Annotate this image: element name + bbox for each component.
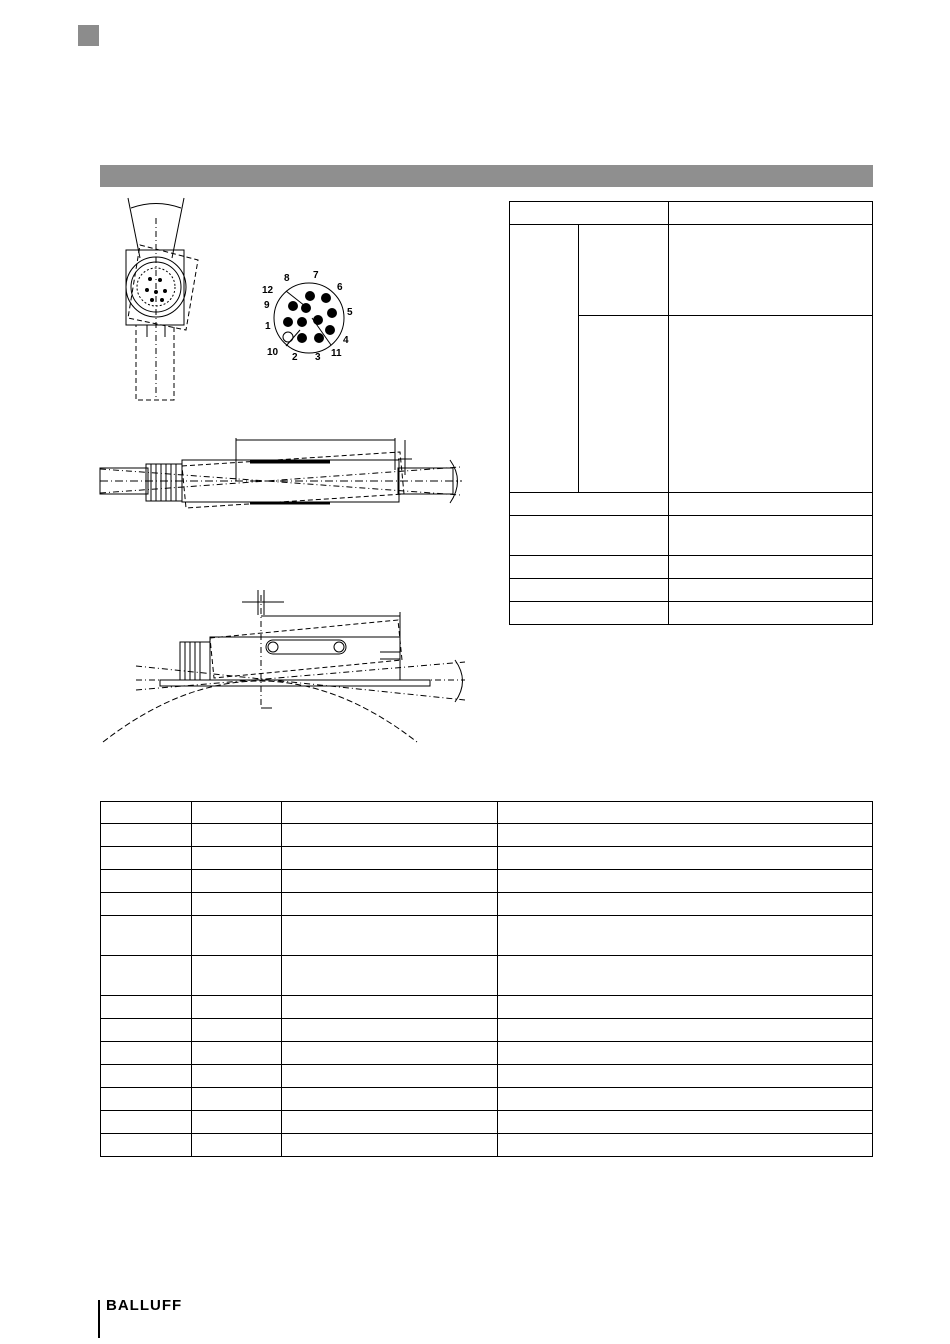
- spec-table: [509, 201, 873, 625]
- table-row: [101, 1042, 873, 1065]
- pin-number: 10: [267, 347, 279, 358]
- table-row: [510, 493, 873, 516]
- pin-number: 4: [343, 335, 349, 346]
- pin-assignment-table: [100, 801, 873, 1157]
- mounting-view-drawing: [103, 590, 465, 742]
- pin-number: 11: [331, 348, 342, 359]
- pin-number: 7: [313, 270, 319, 281]
- table-row: [101, 1134, 873, 1157]
- table-row: [101, 1065, 873, 1088]
- table-row: [510, 579, 873, 602]
- connector-pins: [283, 291, 337, 343]
- pin-number: 12: [262, 285, 274, 296]
- table-row: [510, 516, 873, 556]
- side-view-drawing: [100, 438, 462, 508]
- table-row: [101, 996, 873, 1019]
- pin-number: 1: [265, 321, 271, 332]
- table-row: [101, 1019, 873, 1042]
- table-row: [510, 225, 873, 316]
- table-row: [101, 916, 873, 956]
- pin-number: 9: [264, 300, 270, 311]
- table-row: [101, 824, 873, 847]
- table-row: [101, 870, 873, 893]
- table-row: [101, 1111, 873, 1134]
- table-row: [510, 556, 873, 579]
- footer-rule: [98, 1300, 100, 1338]
- table-row: [101, 847, 873, 870]
- pin-number: 5: [347, 307, 353, 318]
- table-row: [510, 602, 873, 625]
- pin-number: 6: [337, 282, 343, 293]
- table-row: [101, 893, 873, 916]
- pin-number: 3: [315, 352, 321, 363]
- table-header-row: [101, 802, 873, 824]
- pin-number: 2: [292, 352, 298, 363]
- brand-logo: BALLUFF: [106, 1297, 183, 1314]
- table-row: [101, 956, 873, 996]
- front-view-drawing: [126, 198, 198, 400]
- table-row: [510, 202, 873, 225]
- table-row: [101, 1088, 873, 1111]
- pin-number: 8: [284, 273, 290, 284]
